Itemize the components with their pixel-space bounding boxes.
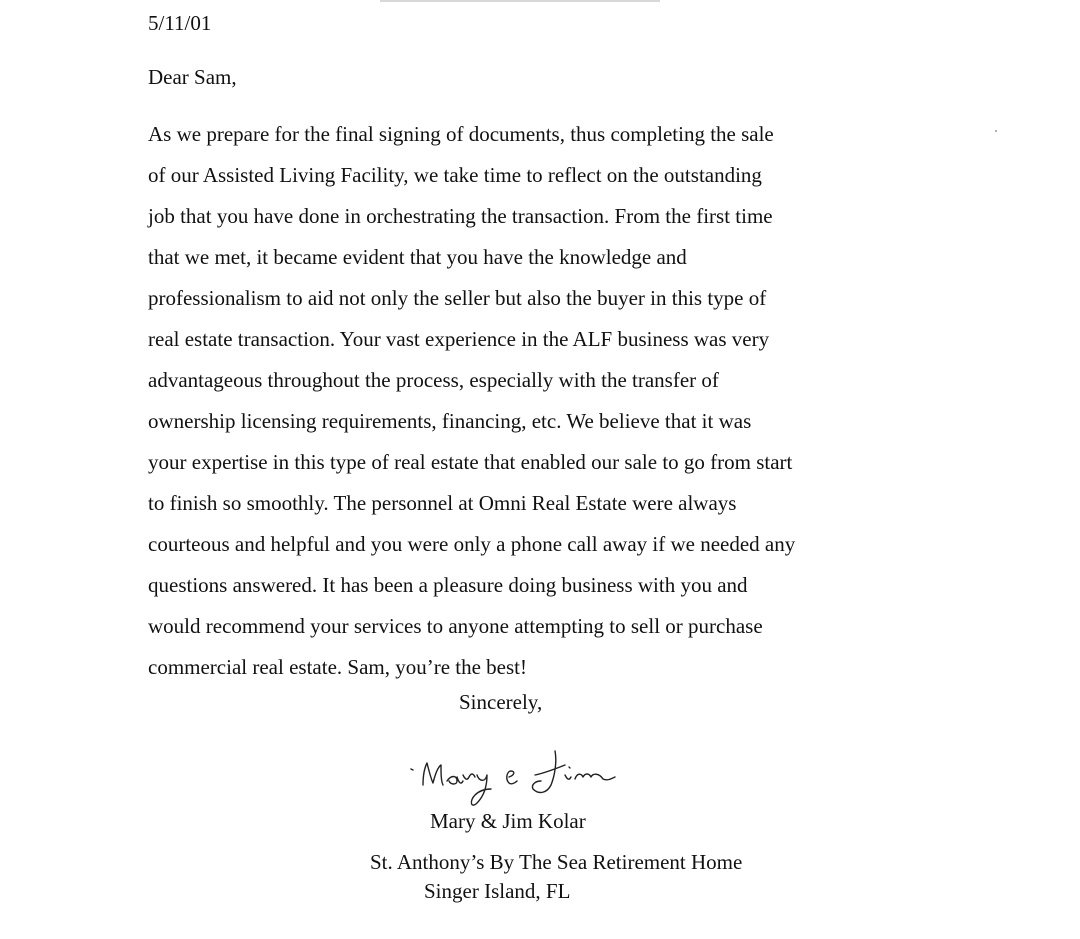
body-line: advantageous throughout the process, especially with the transfer of bbox=[148, 368, 719, 392]
body-line: courteous and helpful and you were only a phone call away if we needed any bbox=[148, 532, 796, 556]
organization-name: St. Anthony’s By The Sea Retirement Home bbox=[370, 850, 743, 874]
body-line: of our Assisted Living Facility, we take time to reflect on the outstanding bbox=[148, 163, 762, 187]
scan-speck bbox=[995, 130, 997, 132]
scan-artifact bbox=[380, 0, 660, 2]
letter-body bbox=[148, 114, 908, 688]
closing: Sincerely, bbox=[459, 690, 543, 714]
body-line: your expertise in this type of real estate that enabled our sale to go from start bbox=[148, 450, 793, 474]
body-line: real estate transaction. Your vast experience in the ALF business was very bbox=[148, 327, 770, 351]
body-line: that we met, it became evident that you have the knowledge and bbox=[148, 245, 687, 269]
body-line: professionalism to aid not only the seller but also the buyer in this type of bbox=[148, 286, 767, 310]
organization-location: Singer Island, FL bbox=[424, 879, 571, 903]
salutation: Dear Sam, bbox=[148, 65, 237, 89]
signature-drawing bbox=[405, 745, 625, 815]
signer-name: Mary & Jim Kolar bbox=[430, 809, 586, 833]
body-line: would recommend your services to anyone attempting to sell or purchase bbox=[148, 614, 763, 638]
body-line: ownership licensing requirements, financing, etc. We believe that it was bbox=[148, 409, 752, 433]
body-line: As we prepare for the final signing of documents, thus completing the sale bbox=[148, 122, 774, 146]
body-line: job that you have done in orchestrating the transaction. From the first time bbox=[148, 204, 773, 228]
body-line: questions answered. It has been a pleasure doing business with you and bbox=[148, 573, 748, 597]
body-line: to finish so smoothly. The personnel at Omni Real Estate were always bbox=[148, 491, 737, 515]
body-line: commercial real estate. Sam, you’re the best! bbox=[148, 655, 528, 679]
letter-date: 5/11/01 bbox=[148, 11, 212, 35]
handwritten-signature bbox=[405, 745, 625, 815]
